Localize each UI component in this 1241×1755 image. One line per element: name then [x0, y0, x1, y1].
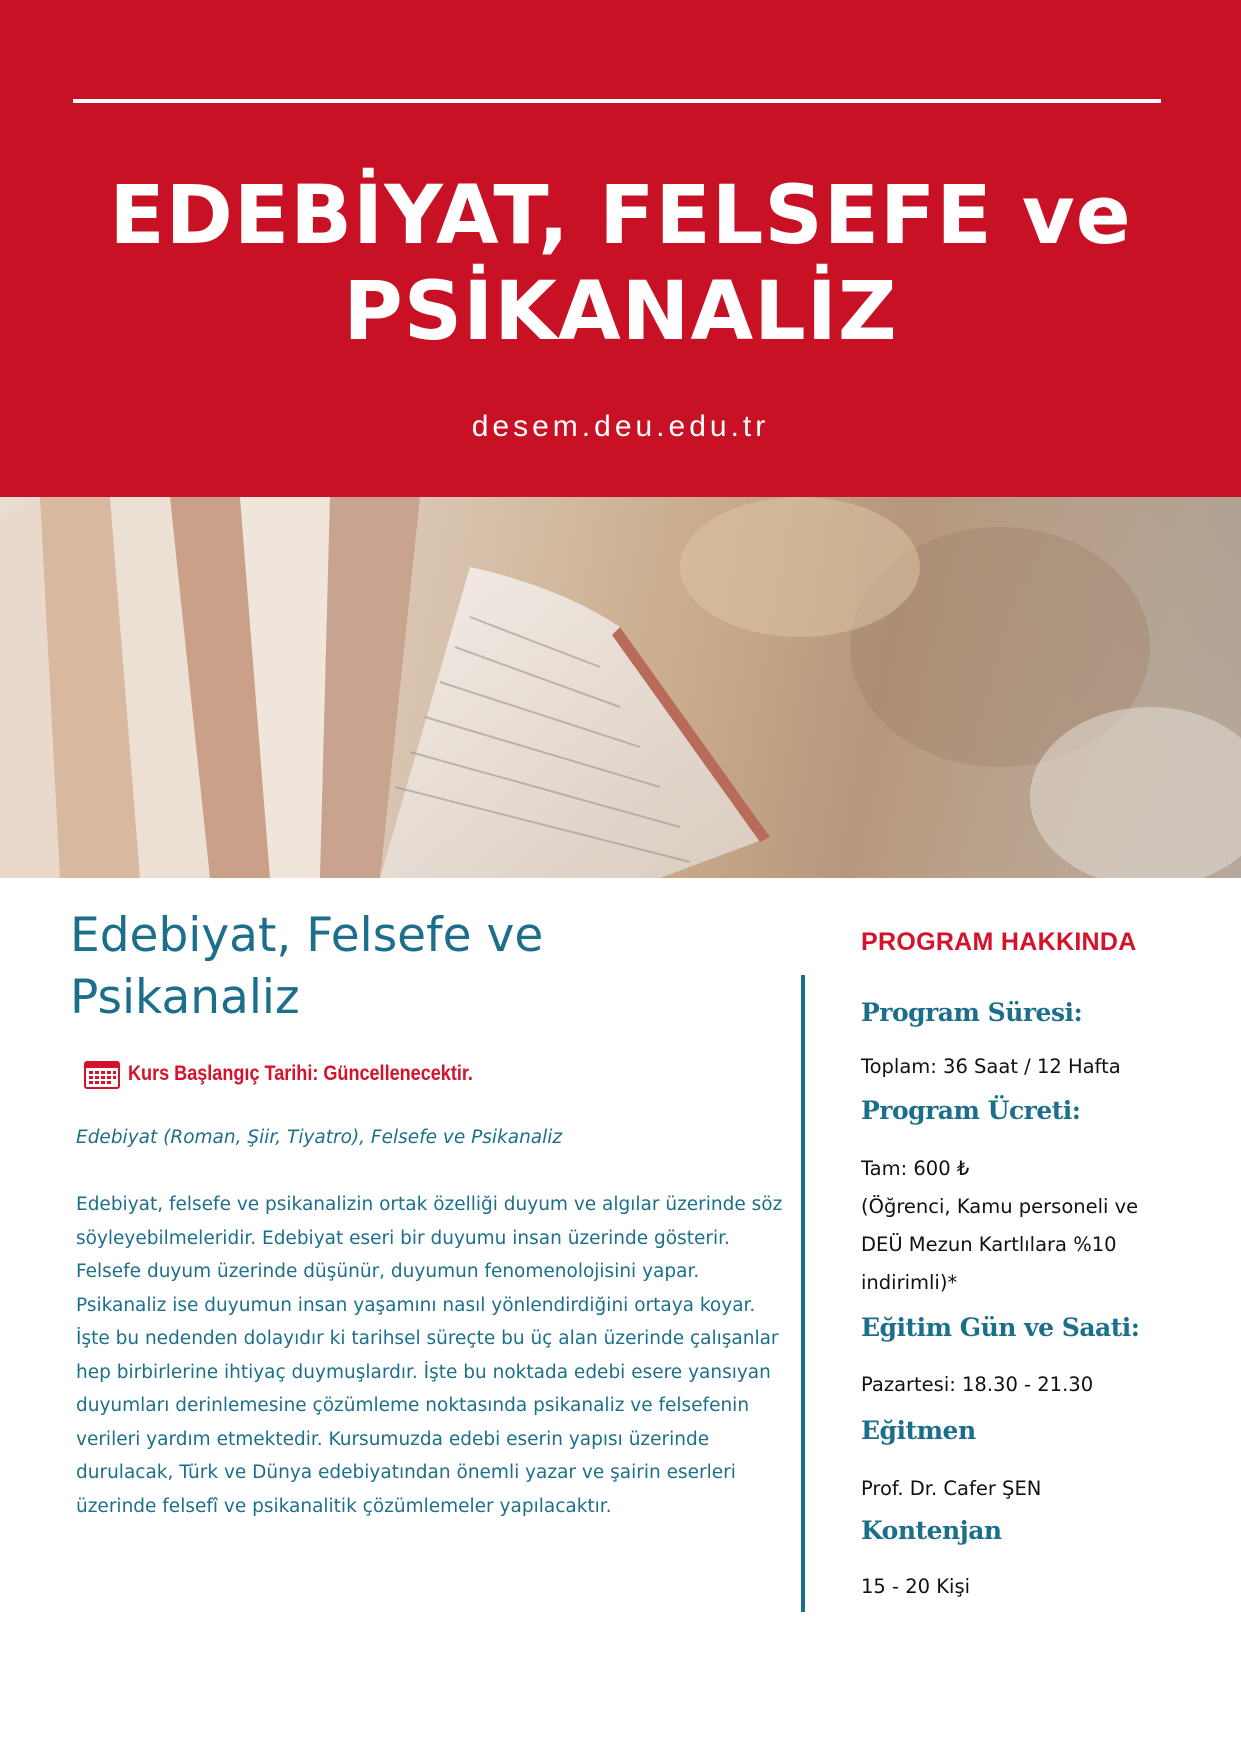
start-date-row: [84, 1059, 790, 1089]
fee-full-price: Tam: 600 ₺: [861, 1157, 970, 1180]
course-description: [76, 1188, 788, 1523]
fee-label: Program Ücreti:: [861, 1096, 1081, 1125]
duration-value: Toplam: 36 Saat / 12 Hafta: [861, 1055, 1121, 1078]
calendar-icon: [84, 1059, 120, 1089]
fee-value: [861, 1150, 1181, 1302]
header-banner: [0, 0, 1241, 497]
duration-label: Program Süresi:: [861, 998, 1083, 1027]
description-paragraph-1: Edebiyat, felsefe ve psikanalizin ortak özelliği duyum ve algılar üzerinde söz söyleyebilmeleridir. Edebiyat eseri bir duyumu insan üzerinde gösterir. Felsefe duyum üzerinde düşünür, duyumun fenomenolojisini yapar.: [76, 1194, 783, 1282]
column-divider: [801, 975, 805, 1612]
fee-discount-note: (Öğrenci, Kamu personeli ve DEÜ Mezun Kartlılara %10 indirimli)*: [861, 1195, 1139, 1294]
open-book-illustration: [0, 497, 1241, 878]
main-title: [0, 168, 1241, 360]
program-heading: PROGRAM HAKKINDA: [861, 928, 1137, 956]
quota-value: 15 - 20 Kişi: [861, 1575, 971, 1598]
hero-book-image: [0, 497, 1241, 878]
description-paragraph-2: Psikanaliz ise duyumun insan yaşamını nasıl yönlendirdiğini ortaya koyar. İşte bu nedenden dolayıdır ki tarihsel süreçte bu üç alan üzerinde çalışanlar hep birbirlerine ihtiyaç duymuşlardır. İşte bu noktada edebi esere yansıyan duyumları derinlemesine çözümleme noktasında psikanaliz ve felsefenin verileri yardım etmektedir. Kursumuzda edebi eserin yapısı üzerinde durulacak, Türk ve Dünya edebiyatından önemli yazar ve şairin eserleri üzerinde felsefî ve psikanalitik çözümlemeler yapılacaktır.: [76, 1294, 779, 1517]
start-date-text: Kurs Başlangıç Tarihi: Güncellenecektir.: [128, 1062, 473, 1085]
main-title-line2: PSİKANALİZ: [343, 265, 898, 359]
header-divider: [73, 99, 1161, 103]
website-link[interactable]: desem.deu.edu.tr: [471, 410, 770, 443]
course-subtitle: Edebiyat (Roman, Şiir, Tiyatro), Felsefe ve Psikanaliz: [76, 1127, 563, 1148]
course-description-column: [70, 905, 790, 1523]
main-title-line1: EDEBİYAT, FELSEFE ve: [109, 169, 1132, 263]
schedule-value: Pazartesi: 18.30 - 21.30: [861, 1373, 1094, 1396]
instructor-label: Eğitmen: [861, 1416, 976, 1445]
quota-label: Kontenjan: [861, 1516, 1002, 1545]
course-title: Edebiyat, Felsefe ve Psikanaliz: [70, 908, 544, 1025]
schedule-label: Eğitim Gün ve Saati:: [861, 1313, 1140, 1342]
program-info-column: [861, 928, 1191, 1598]
instructor-value: Prof. Dr. Cafer ŞEN: [861, 1477, 1042, 1500]
